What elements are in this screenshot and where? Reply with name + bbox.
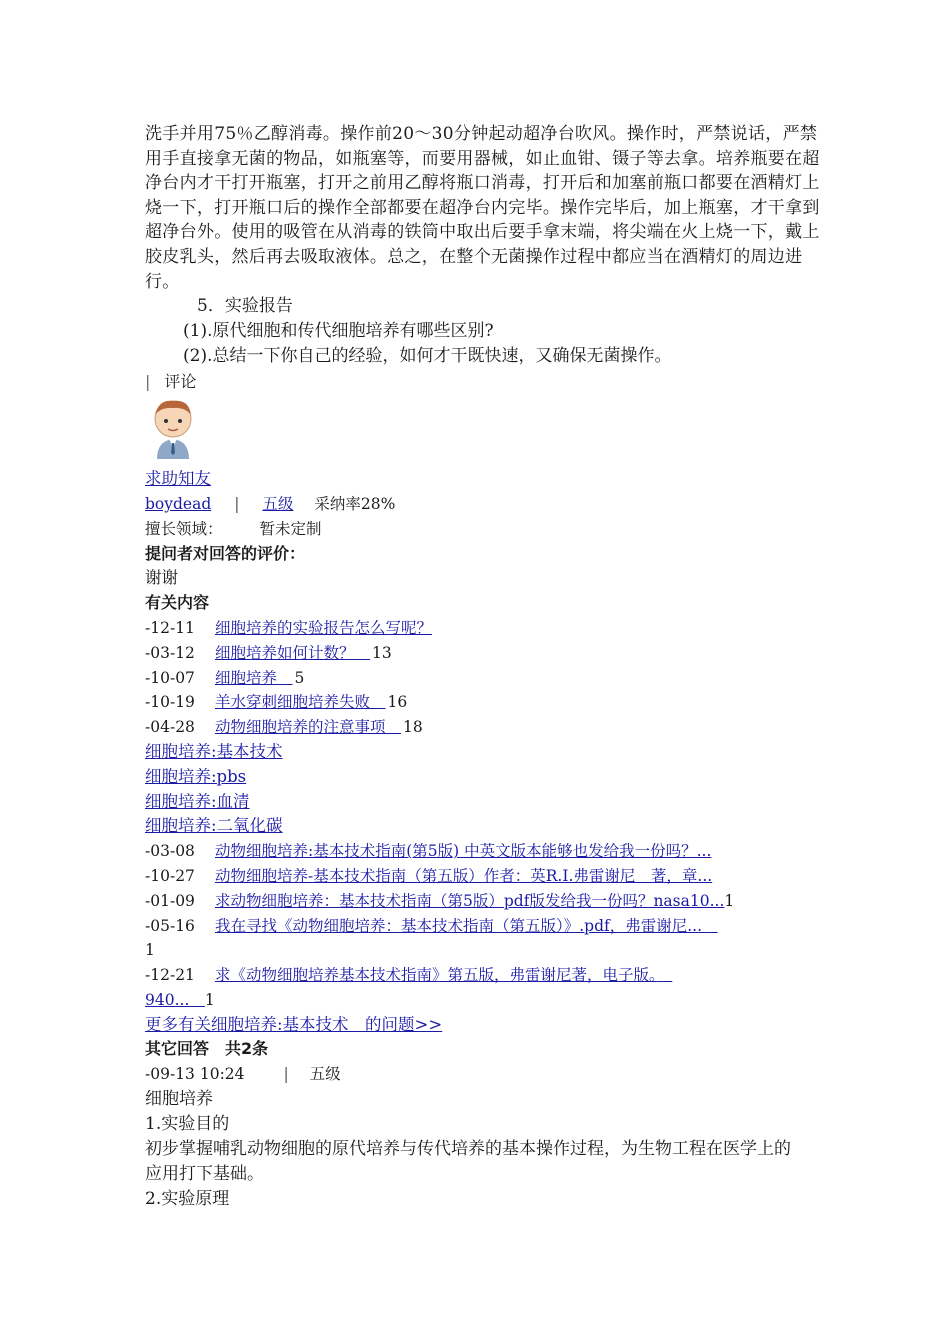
adopt-rate: 采纳率28%	[314, 494, 396, 513]
report-heading: 5．实验报告	[197, 296, 293, 317]
related-item	[145, 616, 825, 641]
related-link[interactable]: 细胞培养如何计数？	[215, 643, 355, 662]
related-link-cont[interactable]: 940...	[145, 990, 190, 1009]
tag-link[interactable]: 细胞培养:基本技术	[145, 741, 283, 761]
divider-bar: |	[234, 494, 240, 513]
related-item	[145, 889, 825, 914]
related-item	[145, 963, 825, 988]
related-date: -12-21	[145, 966, 195, 985]
document-page	[145, 122, 825, 1212]
user-level-link[interactable]: 五级	[262, 494, 294, 513]
ask-friend-link[interactable]: 求助知友	[145, 469, 211, 489]
tag-link[interactable]: 细胞培养:pbs	[145, 766, 247, 786]
comment-header	[145, 371, 825, 393]
username-link[interactable]: boydead	[145, 494, 212, 513]
related-date: -10-07	[145, 668, 195, 687]
answer-section-2: 2.实验原理	[145, 1189, 230, 1210]
answer-meta	[145, 1062, 825, 1087]
specialty-label: 擅长领域：	[145, 519, 223, 538]
link-gap[interactable]	[702, 917, 718, 935]
related-count: 18	[403, 718, 423, 737]
comment-label: 评论	[164, 372, 197, 392]
link-gap[interactable]	[657, 966, 673, 984]
related-count: 16	[387, 693, 408, 712]
related-item	[145, 666, 825, 691]
related-link[interactable]: 我在寻找《动物细胞培养：基本技术指南（第五版）》.pdf，弗雷谢尼...	[215, 916, 703, 935]
answer-level: 五级	[309, 1065, 341, 1084]
related-count: 5	[294, 668, 305, 687]
related-date: -12-11	[145, 618, 195, 637]
more-row	[145, 1013, 825, 1038]
tag-row	[145, 740, 825, 765]
related-item	[145, 641, 825, 666]
specialty-value: 暂未定制	[259, 519, 322, 538]
divider-bar: |	[283, 1065, 289, 1084]
other-answers-title: 其它回答 共2条	[145, 1039, 269, 1059]
related-link[interactable]: 动物细胞培养-基本技术指南（第五版）作者：英R.I.弗雷谢尼 著，章...	[215, 866, 713, 885]
related-count: 1	[145, 941, 155, 960]
specialty-row	[145, 517, 825, 542]
related-date: -05-16	[145, 916, 195, 935]
related-link[interactable]: 求动物细胞培养：基本技术指南（第5版）pdf版发给我一份吗？nasa10...	[215, 891, 725, 910]
tag-row	[145, 790, 825, 815]
link-gap[interactable]	[277, 669, 293, 687]
related-item	[145, 839, 825, 864]
related-item	[145, 914, 825, 939]
related-link[interactable]: 求《动物细胞培养基本技术指南》第五版，弗雷谢尼著，电子版。	[215, 966, 657, 985]
related-count: 1	[204, 990, 215, 1009]
tag-row	[145, 765, 825, 790]
tag-row	[145, 814, 825, 839]
answer-title: 细胞培养	[145, 1089, 213, 1110]
tag-link[interactable]: 细胞培养:血清	[145, 791, 250, 811]
related-link[interactable]: 动物细胞培养的注意事项	[215, 718, 386, 737]
related-title: 有关内容	[145, 593, 210, 613]
user-info-row	[145, 492, 825, 517]
answer-datetime: -09-13 10:24	[145, 1065, 245, 1084]
related-link[interactable]: 羊水穿刺细胞培养失败	[215, 693, 371, 712]
related-count: 13	[372, 643, 392, 662]
tag-link[interactable]: 细胞培养:二氧化碳	[145, 816, 283, 836]
report-question-2: (2).总结一下你自己的经验，如何才干既快速，又确保无菌操作。	[183, 346, 672, 367]
asker-eval-title: 提问者对回答的评价：	[145, 543, 306, 563]
related-count-line	[145, 938, 825, 963]
ask-friend-row	[145, 467, 825, 492]
link-gap[interactable]	[386, 718, 402, 736]
answer-section-1-text: 初步掌握哺乳动物细胞的原代培养与传代培养的基本操作过程，为生物工程在医学上的应用打下基础。	[145, 1139, 791, 1185]
asker-eval-text: 谢谢	[145, 568, 178, 588]
related-date: -10-27	[145, 866, 195, 885]
related-date: -01-09	[145, 891, 195, 910]
answer-section-1: 1.实验目的	[145, 1114, 230, 1135]
related-link[interactable]: 细胞培养	[215, 668, 278, 687]
link-gap[interactable]	[189, 991, 205, 1009]
link-gap[interactable]	[355, 644, 371, 662]
related-date: -04-28	[145, 718, 195, 737]
related-link[interactable]: 动物细胞培养:基本技术指南(第5版) 中英文版本能够也发给我一份吗？...	[215, 842, 712, 861]
report-question-1: (1).原代细胞和传代细胞培养有哪些区别?	[183, 321, 494, 342]
divider-bar: |	[145, 372, 151, 392]
related-item	[145, 690, 825, 715]
related-item	[145, 715, 825, 740]
body-paragraph: 洗手并用75％乙醇消毒。操作前20～30分钟起动超净台吹风。操作时，严禁说话，严禁用手直接拿无菌的物品，如瓶塞等，而要用器械，如止血钳、镊子等去拿。培养瓶要在超净台内才干打开瓶塞，打开之前用乙醇将瓶口消毒，打开后和加塞前瓶口都要在酒精灯上烧一下，打开瓶口后的操作全部都要在超净台内完毕。操作完毕后，加上瓶塞，才干拿到超净台外。使用的吸管在从消毒的铁筒中取出后要手拿末端，将尖端在火上烧一下，戴上胶皮乳头，然后再去吸取液体。总之，在整个无菌操作过程中都应当在酒精灯的周边进行。	[145, 124, 820, 292]
related-count: 1	[724, 891, 735, 910]
related-item	[145, 864, 825, 889]
related-link[interactable]: 细胞培养的实验报告怎么写呢？	[215, 618, 433, 637]
more-questions-link[interactable]: 更多有关细胞培养:基本技术 的问题>>	[145, 1014, 443, 1034]
related-date: -03-08	[145, 842, 195, 861]
related-date: -03-12	[145, 643, 195, 662]
link-gap[interactable]	[370, 693, 386, 711]
related-item-continued	[145, 988, 825, 1013]
related-date: -10-19	[145, 693, 195, 712]
avatar	[145, 397, 201, 459]
